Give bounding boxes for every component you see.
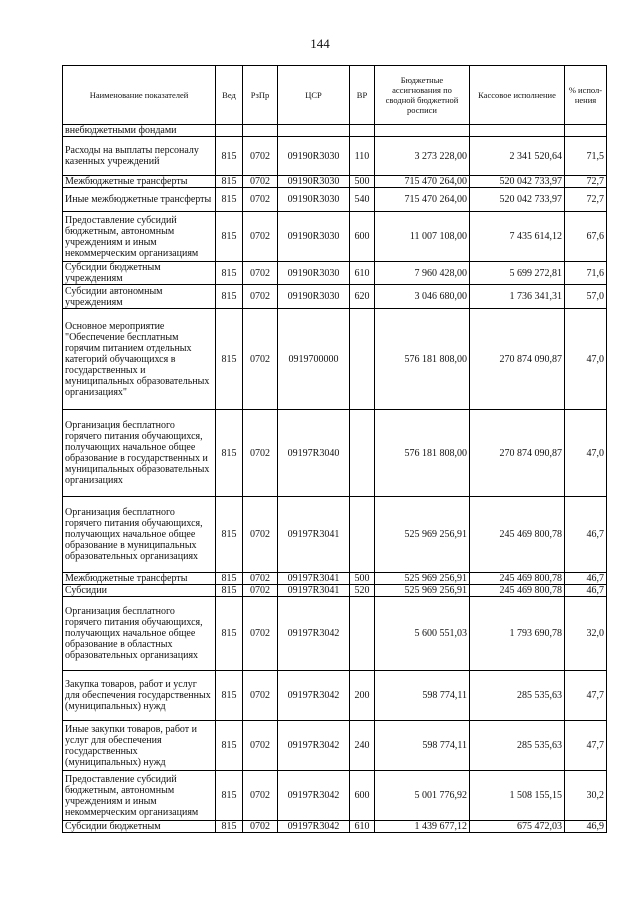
cell-exec: 2 341 520,64: [470, 137, 565, 176]
table-row: [63, 585, 607, 597]
cell-pct: 71,5: [565, 137, 607, 176]
cell-exec: 1 736 341,31: [470, 285, 565, 309]
table-row: [63, 573, 607, 585]
cell-ved: 815: [216, 188, 243, 212]
cell-exec: 1 508 155,15: [470, 771, 565, 821]
cell-csr: 09190R3030: [278, 262, 350, 285]
cell-vr: 520: [350, 585, 375, 597]
cell-plan: 598 774,11: [375, 671, 470, 721]
header-csr: ЦСР: [278, 66, 350, 125]
cell-vr: 620: [350, 285, 375, 309]
table-row: [63, 285, 607, 309]
cell-exec: 1 793 690,78: [470, 597, 565, 671]
cell-pct: 47,7: [565, 721, 607, 771]
cell-plan: 3 273 228,00: [375, 137, 470, 176]
cell-pct: 47,0: [565, 410, 607, 497]
table-row: [63, 262, 607, 285]
cell-csr: 09190R3030: [278, 137, 350, 176]
cell-rzpr: 0702: [243, 176, 278, 188]
cell-ved: 815: [216, 285, 243, 309]
cell-vr: 610: [350, 262, 375, 285]
cell-pct: 32,0: [565, 597, 607, 671]
cell-plan: 598 774,11: [375, 721, 470, 771]
cell-vr: [350, 410, 375, 497]
cell-name: Расходы на выплаты персоналу казенных учреждений: [63, 137, 216, 176]
header-name: Наименование показателей: [63, 66, 216, 125]
cell-vr: 240: [350, 721, 375, 771]
cell-vr: 610: [350, 821, 375, 833]
cell-plan: 11 007 108,00: [375, 212, 470, 262]
cell-name: Субсидии автономным учреждениям: [63, 285, 216, 309]
cell-rzpr: [243, 125, 278, 137]
table-row: [63, 125, 607, 137]
table-row: [63, 671, 607, 721]
cell-plan: 576 181 808,00: [375, 309, 470, 410]
cell-csr: 09197R3042: [278, 821, 350, 833]
cell-vr: 200: [350, 671, 375, 721]
cell-exec: 285 535,63: [470, 721, 565, 771]
cell-rzpr: 0702: [243, 285, 278, 309]
cell-plan: 525 969 256,91: [375, 573, 470, 585]
cell-csr: 09197R3042: [278, 671, 350, 721]
cell-pct: 46,9: [565, 821, 607, 833]
cell-pct: [565, 125, 607, 137]
cell-rzpr: 0702: [243, 137, 278, 176]
table-row: [63, 597, 607, 671]
budget-execution-table: [62, 65, 607, 833]
cell-pct: 47,7: [565, 671, 607, 721]
cell-plan: [375, 125, 470, 137]
page-number: 144: [310, 36, 330, 51]
cell-vr: 500: [350, 573, 375, 585]
cell-plan: 525 969 256,91: [375, 585, 470, 597]
cell-vr: [350, 597, 375, 671]
cell-exec: 245 469 800,78: [470, 573, 565, 585]
table-row: [63, 497, 607, 573]
table-body: [63, 125, 607, 833]
cell-name: Иные закупки товаров, работ и услуг для обеспечения государственных (муниципальных) нужд: [63, 721, 216, 771]
cell-exec: 285 535,63: [470, 671, 565, 721]
cell-rzpr: 0702: [243, 671, 278, 721]
table-row: [63, 771, 607, 821]
cell-name: Субсидии бюджетным: [63, 821, 216, 833]
cell-plan: 5 600 551,03: [375, 597, 470, 671]
cell-name: Межбюджетные трансферты: [63, 176, 216, 188]
cell-vr: 600: [350, 212, 375, 262]
cell-plan: 3 046 680,00: [375, 285, 470, 309]
cell-csr: 09197R3042: [278, 597, 350, 671]
cell-ved: 815: [216, 771, 243, 821]
cell-plan: 576 181 808,00: [375, 410, 470, 497]
header-ved: Вед: [216, 66, 243, 125]
cell-exec: [470, 125, 565, 137]
cell-pct: 71,6: [565, 262, 607, 285]
cell-vr: 110: [350, 137, 375, 176]
header-exec: Кассовое исполнение: [470, 66, 565, 125]
cell-csr: 09197R3041: [278, 573, 350, 585]
cell-exec: 270 874 090,87: [470, 309, 565, 410]
cell-ved: 815: [216, 671, 243, 721]
cell-name: внебюджетными фондами: [63, 125, 216, 137]
cell-pct: 30,2: [565, 771, 607, 821]
cell-name: Основное мероприятие "Обеспечение бесплатным горячим питанием отдельных категорий обучающихся в государственных и муниципальных образовательных организациях": [63, 309, 216, 410]
cell-pct: 67,6: [565, 212, 607, 262]
cell-exec: 520 042 733,97: [470, 176, 565, 188]
cell-vr: [350, 497, 375, 573]
cell-name: Иные межбюджетные трансферты: [63, 188, 216, 212]
cell-csr: 09197R3041: [278, 497, 350, 573]
cell-name: Организация бесплатного горячего питания обучающихся, получающих начальное общее образование в государственных и муниципальных образовательных организациях: [63, 410, 216, 497]
cell-plan: 525 969 256,91: [375, 497, 470, 573]
cell-plan: 715 470 264,00: [375, 176, 470, 188]
cell-exec: 5 699 272,81: [470, 262, 565, 285]
cell-pct: 72,7: [565, 176, 607, 188]
table-row: [63, 212, 607, 262]
cell-vr: [350, 309, 375, 410]
cell-rzpr: 0702: [243, 597, 278, 671]
cell-csr: 09190R3030: [278, 188, 350, 212]
table-row: [63, 137, 607, 176]
cell-csr: 09190R3030: [278, 212, 350, 262]
cell-plan: 715 470 264,00: [375, 188, 470, 212]
cell-csr: [278, 125, 350, 137]
cell-name: Предоставление субсидий бюджетным, автономным учреждениям и иным некоммерческим организациям: [63, 212, 216, 262]
cell-csr: 09197R3040: [278, 410, 350, 497]
cell-rzpr: 0702: [243, 771, 278, 821]
cell-ved: 815: [216, 212, 243, 262]
table-row: [63, 309, 607, 410]
header-rzpr: РзПр: [243, 66, 278, 125]
cell-exec: 7 435 614,12: [470, 212, 565, 262]
cell-exec: 270 874 090,87: [470, 410, 565, 497]
cell-rzpr: 0702: [243, 497, 278, 573]
cell-csr: 09197R3042: [278, 721, 350, 771]
header-vr: ВР: [350, 66, 375, 125]
cell-name: Организация бесплатного горячего питания обучающихся, получающих начальное общее образование в областных образовательных организациях: [63, 597, 216, 671]
table-row: [63, 821, 607, 833]
cell-plan: 5 001 776,92: [375, 771, 470, 821]
cell-name: Субсидии бюджетным учреждениям: [63, 262, 216, 285]
cell-exec: 245 469 800,78: [470, 585, 565, 597]
cell-vr: 500: [350, 176, 375, 188]
cell-plan: 1 439 677,12: [375, 821, 470, 833]
cell-name: Межбюджетные трансферты: [63, 573, 216, 585]
cell-name: Предоставление субсидий бюджетным, автономным учреждениям и иным некоммерческим организациям: [63, 771, 216, 821]
cell-exec: 245 469 800,78: [470, 497, 565, 573]
table-row: [63, 188, 607, 212]
cell-ved: 815: [216, 137, 243, 176]
cell-name: Организация бесплатного горячего питания обучающихся, получающих начальное общее образование в муниципальных образовательных организациях: [63, 497, 216, 573]
cell-pct: 72,7: [565, 188, 607, 212]
cell-ved: 815: [216, 497, 243, 573]
cell-ved: 815: [216, 721, 243, 771]
cell-exec: 675 472,03: [470, 821, 565, 833]
cell-ved: 815: [216, 262, 243, 285]
cell-plan: 7 960 428,00: [375, 262, 470, 285]
header-plan: Бюджетные ассигнования по сводной бюджетной росписи: [375, 66, 470, 125]
cell-ved: 815: [216, 309, 243, 410]
table-row: [63, 176, 607, 188]
cell-ved: 815: [216, 585, 243, 597]
cell-ved: 815: [216, 597, 243, 671]
cell-pct: 57,0: [565, 285, 607, 309]
cell-rzpr: 0702: [243, 212, 278, 262]
table-header-row: [63, 66, 607, 125]
cell-rzpr: 0702: [243, 410, 278, 497]
cell-rzpr: 0702: [243, 821, 278, 833]
cell-ved: 815: [216, 573, 243, 585]
cell-pct: 46,7: [565, 573, 607, 585]
cell-vr: [350, 125, 375, 137]
cell-csr: 09197R3041: [278, 585, 350, 597]
cell-ved: 815: [216, 821, 243, 833]
cell-name: Субсидии: [63, 585, 216, 597]
cell-pct: 46,7: [565, 497, 607, 573]
table-row: [63, 410, 607, 497]
cell-rzpr: 0702: [243, 188, 278, 212]
cell-name: Закупка товаров, работ и услуг для обеспечения государственных (муниципальных) нужд: [63, 671, 216, 721]
cell-ved: 815: [216, 176, 243, 188]
cell-csr: 09197R3042: [278, 771, 350, 821]
cell-pct: 46,7: [565, 585, 607, 597]
cell-rzpr: 0702: [243, 262, 278, 285]
cell-csr: 09190R3030: [278, 285, 350, 309]
cell-ved: 815: [216, 410, 243, 497]
cell-vr: 600: [350, 771, 375, 821]
cell-pct: 47,0: [565, 309, 607, 410]
cell-rzpr: 0702: [243, 573, 278, 585]
cell-ved: [216, 125, 243, 137]
cell-csr: 09190R3030: [278, 176, 350, 188]
cell-exec: 520 042 733,97: [470, 188, 565, 212]
cell-rzpr: 0702: [243, 721, 278, 771]
table-row: [63, 721, 607, 771]
cell-rzpr: 0702: [243, 585, 278, 597]
cell-csr: 0919700000: [278, 309, 350, 410]
cell-rzpr: 0702: [243, 309, 278, 410]
cell-vr: 540: [350, 188, 375, 212]
header-pct: % испол-нения: [565, 66, 607, 125]
